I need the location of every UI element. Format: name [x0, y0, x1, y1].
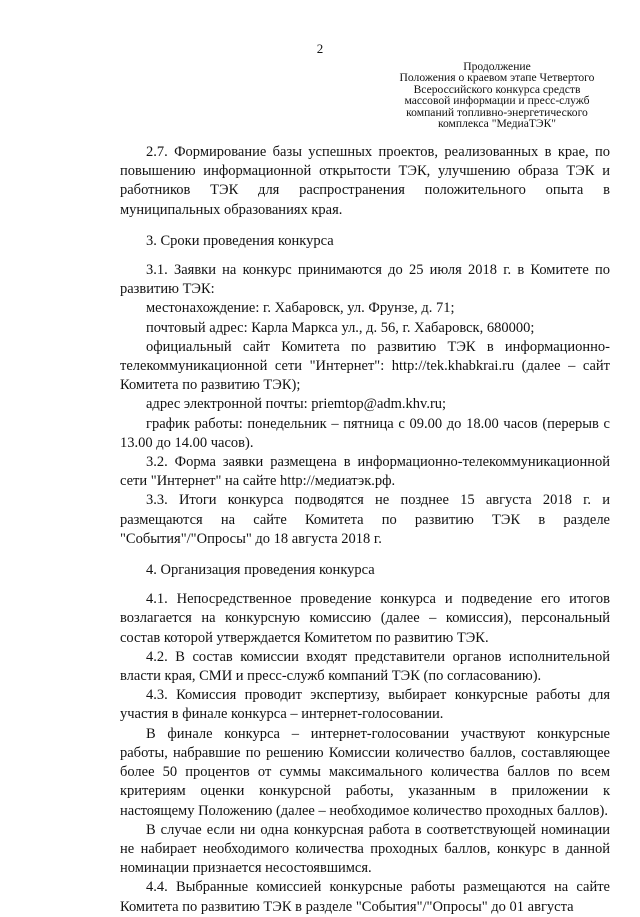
continuation-header — [392, 61, 602, 129]
paragraph-4-3: 4.3. Комиссия проводит экспертизу, выбирает конкурсные работы для участия в финале конкурса – интернет-голосовании. — [120, 687, 610, 723]
header-line: Всероссийского конкурса средств — [413, 82, 581, 96]
paragraph-4-4: 4.4. Выбранные комиссией конкурсные работы размещаются на сайте Комитета по развитию ТЭК в разделе "События"/"Опросы" до 01 августа — [120, 879, 610, 915]
paragraph-postal-address: почтовый адрес: Карла Маркса ул., д. 56, г. Хабаровск, 680000; — [146, 319, 535, 336]
paragraph-schedule: график работы: понедельник – пятница с 09.00 до 18.00 часов (перерыв с 13.00 до 14.00 часов). — [120, 415, 610, 451]
section-4-heading: 4. Организация проведения конкурса — [146, 562, 375, 579]
paragraph-4-1: 4.1. Непосредственное проведение конкурса и подведение его итогов возлагается на конкурсную комиссию (далее – комиссия), персональный состав которой утверждается Комитетом по развитию ТЭК. — [120, 591, 610, 646]
paragraph-website: официальный сайт Комитета по развитию ТЭК в информационно-телекоммуникационной сети "Интернет": http://tek.khabkrai.ru (далее – сайт Комитета по развитию ТЭК); — [120, 338, 610, 394]
paragraph-3-3: 3.3. Итоги конкурса подводятся не позднее 15 августа 2018 г. и размещаются на сайте Комитета по развитию ТЭК в разделе "События"/"Опросы" до 18 августа 2018 г. — [120, 492, 610, 547]
header-line: Положения о краевом этапе Четвертого — [399, 71, 595, 85]
header-line: Продолжение — [463, 60, 531, 73]
paragraph-3-1: 3.1. Заявки на конкурс принимаются до 25 июля 2018 г. в Комитете по развитию ТЭК: — [120, 262, 610, 298]
paragraph-3-2: 3.2. Форма заявки размещена в информационно-телекоммуникационной сети "Интернет" на сайте http://медиатэк.рф. — [120, 454, 610, 490]
header-line: комплекса "МедиаТЭК" — [437, 117, 557, 131]
paragraph-email: адрес электронной почты: priemtop@adm.khv.ru; — [146, 396, 447, 413]
paragraph-location: местонахождение: г. Хабаровск, ул. Фрунзе, д. 71; — [146, 300, 455, 317]
paragraph-no-winner-case: В случае если ни одна конкурсная работа в соответствующей номинации не набирает необходимого количества проходных баллов, конкурс в данной номинации признается несостоявшимся. — [120, 821, 610, 877]
document-body — [120, 143, 610, 917]
header-line: компаний топливно-энергетического — [406, 105, 588, 119]
paragraph-final-voting: В финале конкурса – интернет-голосовании участвуют конкурсные работы, набравшие по решению Комиссии количество баллов, составляющее более 50 процентов от суммы максимального количества баллов по всем критериям оценки конкурсной работы, указанным в приложении к настоящему Положению (далее – необходимое количество проходных баллов). — [120, 725, 610, 819]
section-3-heading: 3. Сроки проведения конкурса — [146, 232, 334, 249]
page-number: 2 — [316, 41, 324, 56]
paragraph-2-7: 2.7. Формирование базы успешных проектов, реализованных в крае, по повышению информационной открытости ТЭК, улучшению образа ТЭК и работников ТЭК для распространения положительного опыта в муниципальных образованиях края. — [120, 144, 610, 218]
paragraph-4-2: 4.2. В состав комиссии входят представители органов исполнительной власти края, СМИ и пресс-служб компаний ТЭК (по согласованию). — [120, 648, 610, 685]
header-line: массовой информации и пресс-служб — [404, 94, 590, 108]
